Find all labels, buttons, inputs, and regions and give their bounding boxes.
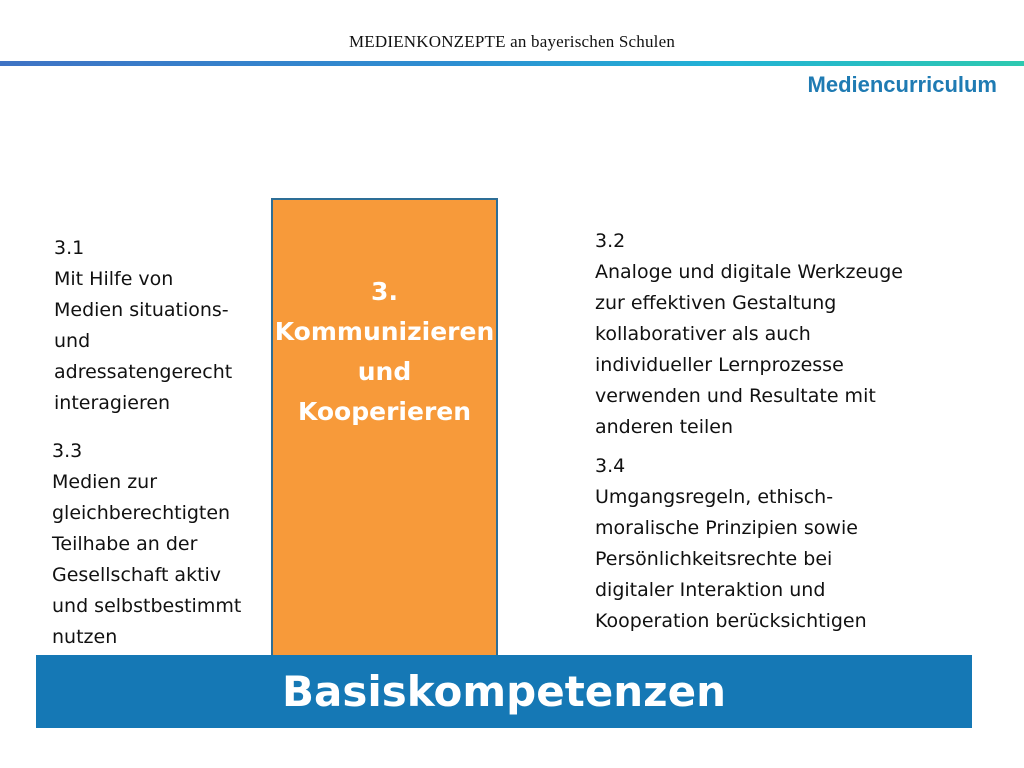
base-label: Basiskompetenzen	[281, 667, 726, 716]
competency-3-2: 3.2 Analoge und digitale Werkzeuge zur effektiven Gestaltung kollaborativer als auch individueller Lernprozesse verwenden und Resultate mit anderen teilen	[595, 230, 903, 438]
pillar-label: 3. Kommunizieren und Kooperieren	[274, 277, 495, 426]
pillar-kommunizieren	[271, 198, 498, 668]
header-divider	[0, 61, 1024, 66]
competency-3-4: 3.4 Umgangsregeln, ethisch- moralische Prinzipien sowie Persönlichkeitsrechte bei digitaler Interaktion und Kooperation berücksichtigen	[595, 455, 867, 632]
header-title: MEDIENKONZEPTE an bayerischen Schulen	[348, 32, 676, 51]
base-bar	[36, 655, 972, 728]
section-label: Mediencurriculum	[807, 72, 997, 97]
competency-3-1: 3.1 Mit Hilfe von Medien situations- und adressatengerecht interagieren	[54, 237, 233, 414]
competency-3-3: 3.3 Medien zur gleichberechtigten Teilhabe an der Gesellschaft aktiv und selbstbestimmt nutzen	[52, 440, 242, 648]
